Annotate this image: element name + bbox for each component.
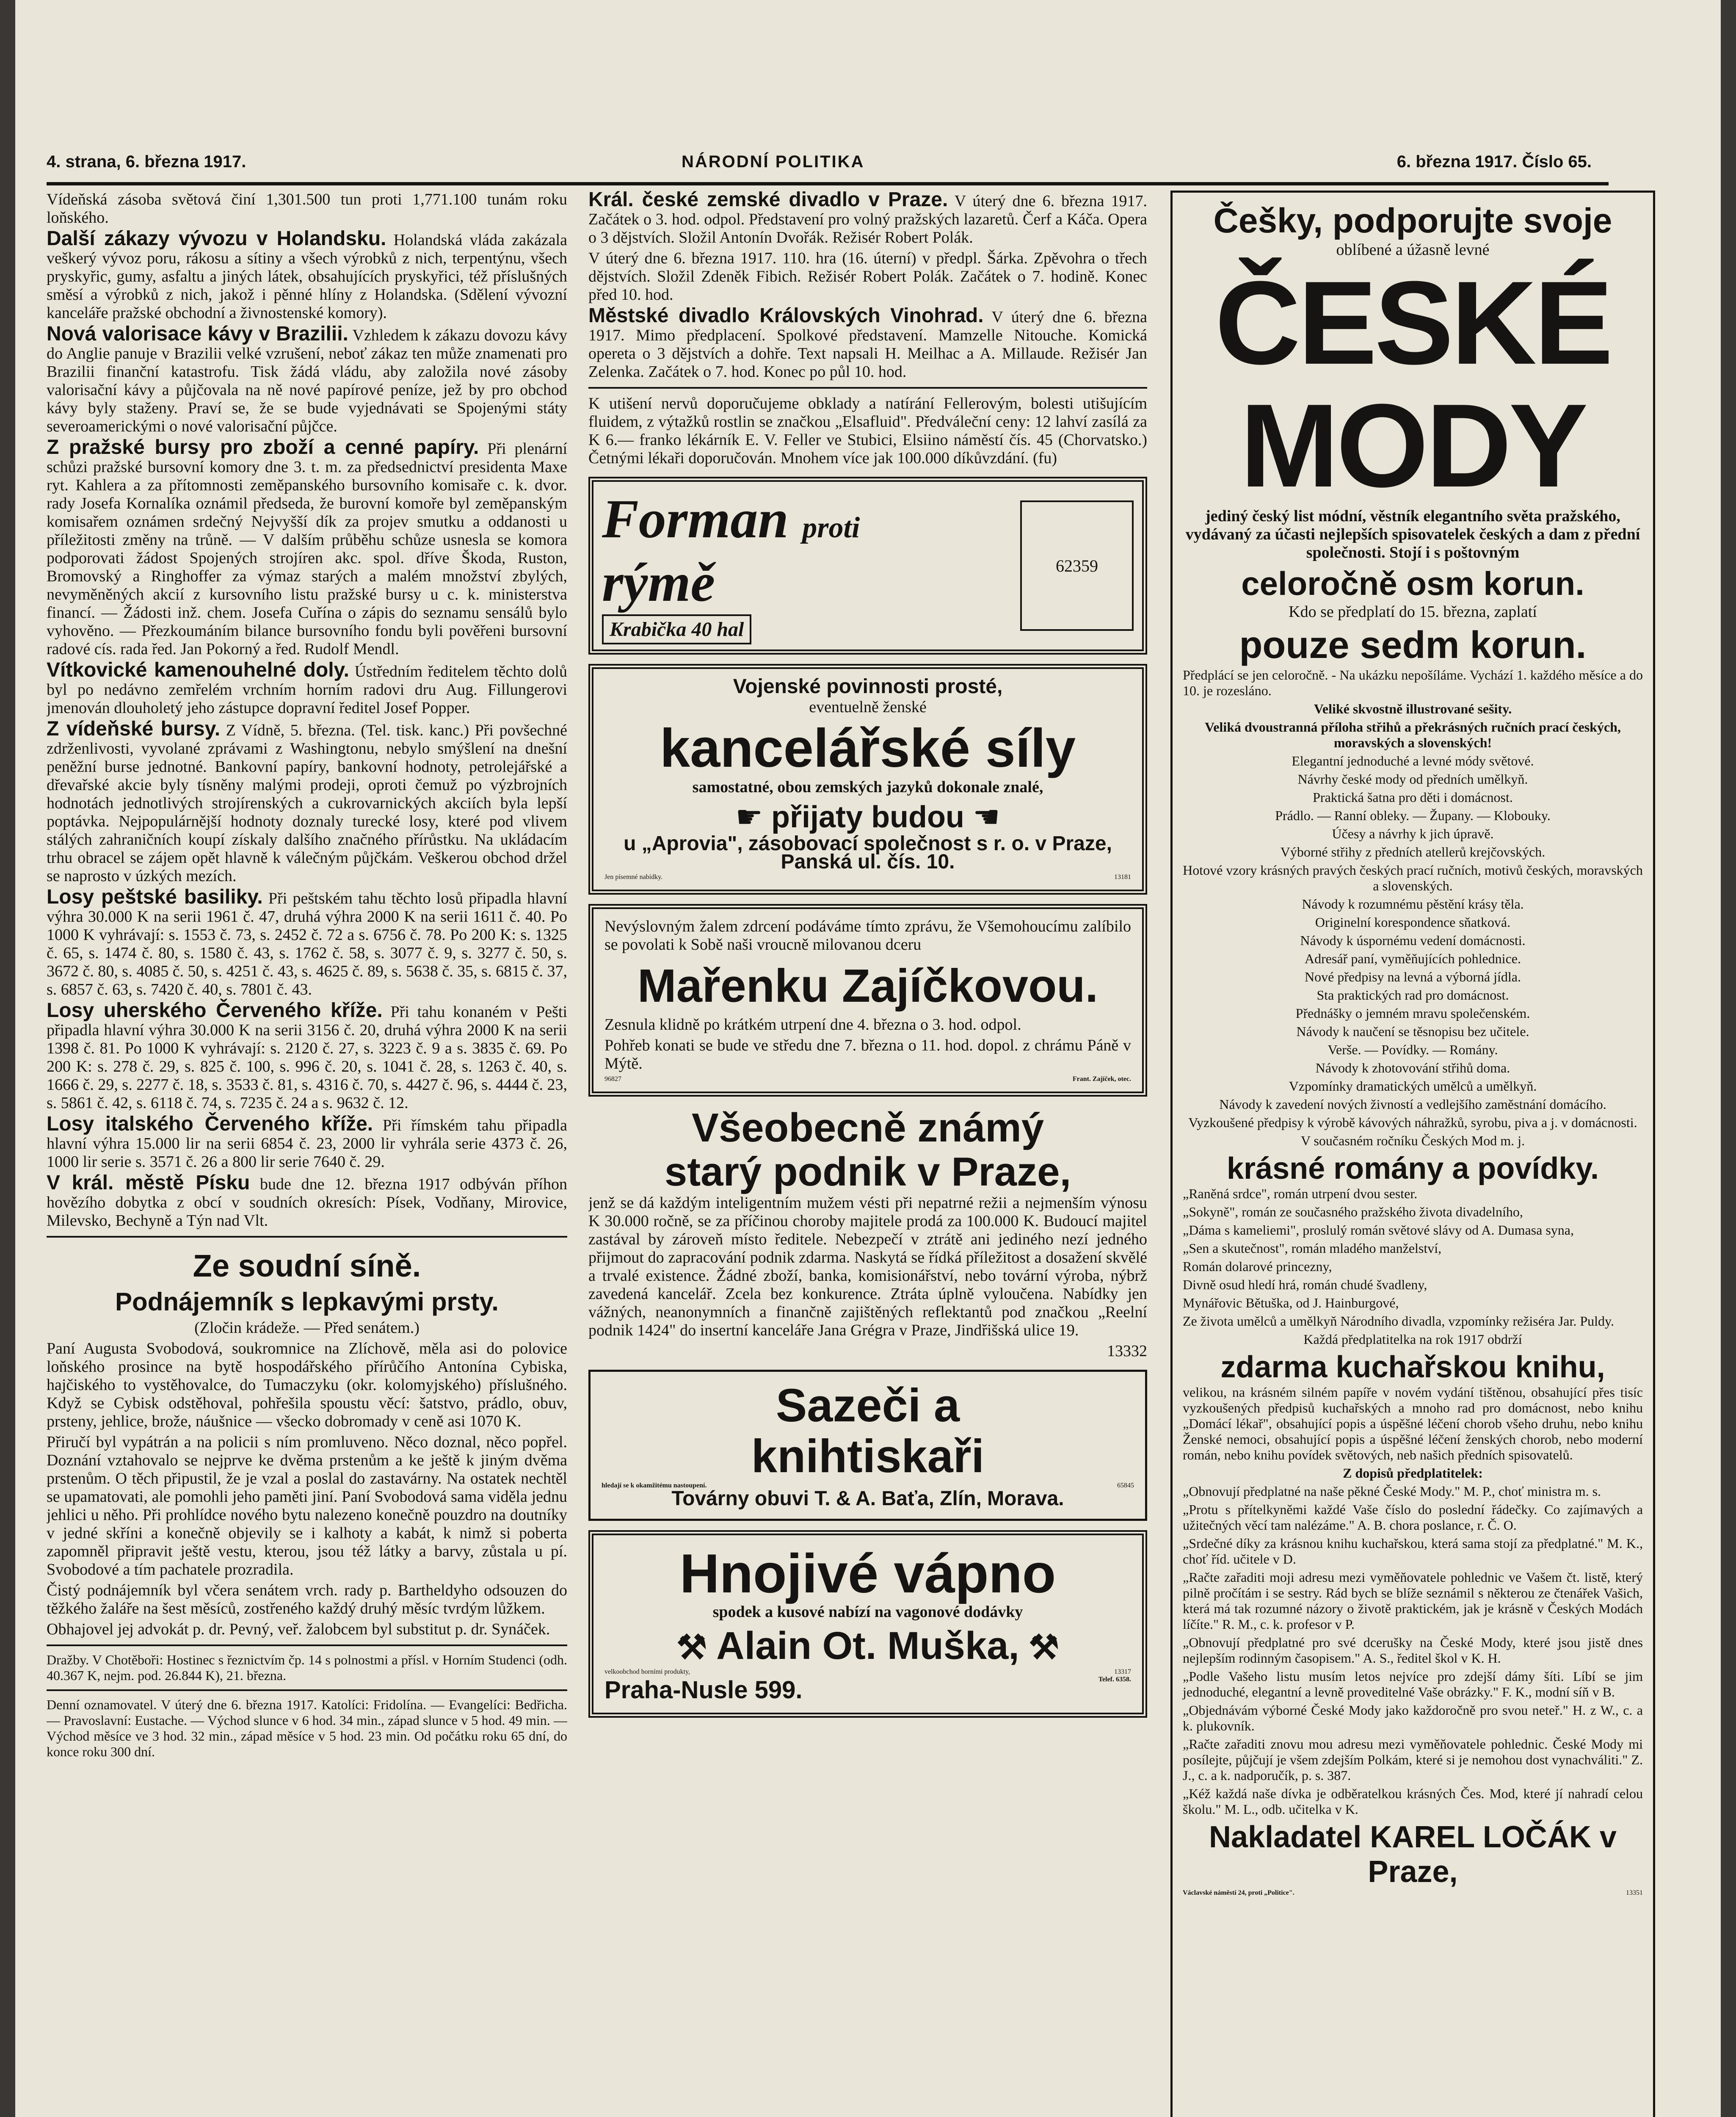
news-title: Nová valorisace kávy v Brazilii. [47,323,348,345]
court-article-subtitle: (Zločin krádeže. — Před senátem.) [194,1319,420,1337]
publisher: Nakladatel KAREL LOČÁK v Praze, [1209,1820,1617,1889]
court-paragraph: Čistý podnájemník byl včera senátem vrch. rady p. Bartheldyho odsouzen do těžkého žaláře na šest měsíců, zostřeného každý druhý měsíc tvrdým lůžkem. [47,1581,567,1617]
newspaper-page [47,152,1643,2117]
news-title: Další zákazy vývozu v Holandsku. [47,227,386,250]
news-title: Z vídeňské bursy. [47,718,221,740]
feature-item: Návrhy české mody od předních umělkyň. [1297,771,1528,787]
news-text: Ústředním ředitelem těchto dolů byl po nedávno zemřelém vrchním horním radovi dru Aug. Fillungerovi jmenován dlouholetý jeho zástupce dopravní ředitel Josef Popper. [47,663,567,717]
feature-item: Prádlo. — Ranní obleky. — Župany. — Klobouky. [1275,808,1551,823]
letter: „Objednávám výborné České Mody jako každoročně pro svou neteř." H. z W., c. a k. plukovník. [1183,1702,1643,1733]
header-rule [47,182,1609,185]
header-right: 6. března 1917. Číslo 65. [1397,152,1592,171]
offer-line: Předplácí se jen celoročně. - Na ukázku nepošíláme. Vychází 1. každého měsíce a do 10. je rozesláno. [1183,667,1643,698]
publisher-code: 13351 [1626,1889,1643,1896]
price-note: Kdo se předplatí do 15. března, zaplatí [1289,603,1537,621]
letter: „Srdečné díky za krásnou knihu kuchařskou, která sama stojí za předplatné." M. K., choť říd. učitele v D. [1183,1536,1643,1567]
scan-edge-right [1721,0,1736,2117]
ad-top: Češky, podporujte svoje [1213,202,1612,240]
romany-item: Mynářovic Bětuška, od J. Hainburgové, [1183,1295,1399,1310]
news-text: Holandská vláda zakázala veškerý vývoz poru, rákosu a sítiny a všech výrobků z nich, terpentýnu, všech pryskyřic, gumy, asfaltu a jiných látek, obsahujících pryskyřici, též příslušných směsí a výrobků z nich, jakož i pěnné hlíny z Holandska. (Sdělení vývozní kanceláře pražské obchodní a živnostenské komory). [47,231,567,322]
business-ad [588,1106,1147,1360]
romany-item: „Dáma s kameliemi", proslulý román světové slávy od A. Dumasa syna, [1183,1222,1574,1238]
vojenske-top: Vojenské povinnosti prosté, [733,675,1003,698]
feature-item: Návody k zhotovování střihů doma. [1315,1060,1510,1075]
cook-title: zdarma kuchařskou knihu, [1220,1350,1605,1384]
feature-item: Výborné střihy z předních atellerů krejčovských. [1280,844,1546,860]
vojenske-code: 13181 [1114,873,1131,881]
sazeci-text: hledají se k okamžitému nastoupení. [602,1482,707,1489]
news-text: bude dne 12. března 1917 odbýván příhon hovězího dobytka z obcí v soudních okresích: Písek, Vodňany, Mirovice, Milevsko, Bechyně a Týn nad Vlt. [47,1175,567,1230]
news-title: V král. městě Písku [47,1172,250,1194]
pointing-hand-icon: ☛ [735,800,771,834]
intro-text: Vídeňská zásoba světová činí 1,301.500 tun proti 1,771.100 tunám roku loňského. [47,191,567,227]
vojenske-company: u „Aprovia", zásobovací společnost s r. o. v Praze, Panská ul. čís. 10. [624,832,1112,873]
news-title: Losy peštské basiliky. [47,886,263,908]
romany-item: „Raněná srdce", román utrpení dvou sester. [1183,1186,1418,1201]
nerve-ad: K utišení nervů doporučujeme obklady a natírání Fellerovým, bolesti utišujícím fluidem, z výtažků rostlin se značkou „Elsafluid". Předváleční ceny: 12 lahví zasílá za K 6.— franko lékárník E. V. Feller ve Stubici, Elsiino náměstí čís. 45 (Chorvatsko.) Četnými lékaři doporučován. Mnohem více jak 100.000 díkůvzdání. (fu) [588,395,1147,467]
crossed-hammers-icon: ⚒ [676,1628,717,1666]
section-divider [47,1644,567,1646]
news-item [47,661,567,717]
romany-item: Divně osud hledí hrá, román chudé švadleny, [1183,1277,1427,1292]
news-item [47,1174,567,1230]
offer-line: Veliké skvostně illustrované sešity. [1314,701,1512,716]
feature-item: Návody k zavedení nových živností a vedlejšího zaměstnání domácího. [1219,1097,1606,1112]
obituary-text: Zesnula klidně po krátkém utrpení dne 4. března o 3. hod. odpol. [604,1016,1021,1034]
hnojive-code: 13317 [1114,1668,1131,1675]
forman-brand: Forman proti [602,488,860,550]
vojenske-desc: samostatné, obou zemských jazyků dokonale znalé, [692,778,1043,796]
letter: „Obnovují předplatné na naše pěkné České Mody." M. P., choť ministra m. s. [1183,1484,1601,1499]
business-title: Všeobecně známý [691,1105,1044,1150]
letter: „Obnovují předplatné pro své dcerušky na České Mody, které jsou jistě dnes nejlepším rodinným časopisem." A. S., ředitel škol v K. H. [1183,1635,1643,1666]
section-divider [47,1236,567,1238]
feature-item: Nové předpisy na levná a výborná jídla. [1305,969,1521,984]
theatre-text: V úterý dne 6. března 1917. Začátek o 3. hod. odpol. Představení pro volný pražských lazaretů. Čerf a Káča. Opera o 3 dějstvích. Složil Antonín Dvořák. Režisér Robert Polák. [588,192,1147,246]
ceske-mody-ad [1170,191,1655,2117]
obituary-signature: Frant. Zajíček, otec. [1072,1075,1131,1083]
feature-item: Adresář paní, vyměňujících pohlednice. [1305,951,1521,966]
news-title: Vítkovické kamenouhelné doly. [47,659,350,681]
publisher-address: Václavské náměstí 24, proti „Politice". [1183,1889,1294,1896]
news-title: Z pražské bursy pro zboží a cenné papíry. [47,436,479,459]
news-item [47,1001,567,1112]
letter: „Račte zařaditi znovu mou adresu mezi vyměňovatele pohlednic. České Mody mi posílejte, půjčují je všem zdejším Polkám, které si je nemohou dost vynachváliti." Z. J., c. a k. nadporučík, p. s. 387. [1183,1736,1643,1783]
romany-item: Román dolarové princezny, [1183,1259,1332,1274]
court-article-title: Podnájemník s lepkavými prsty. [115,1288,499,1316]
court-section-heading: Ze soudní síně. [193,1248,421,1283]
hnojive-text: spodek a kusové nabízí na vagonové dodávky [712,1603,1023,1621]
page-header [47,152,1609,178]
header-left: 4. strana, 6. března 1917. [47,152,246,171]
hnojive-tel: Telef. 6358. [1098,1676,1131,1683]
hnojive-text2: velkoobchod horními produkty, [604,1668,690,1675]
hnojive-ad [588,1530,1147,1718]
cook-text: velikou, na krásném silném papíře v novém vydání tištěnou, obsahující přes tisíc vyzkoušených předpisů kuchařských a mnoho rad pro domácnost, nebo knihu „Domácí lékař", obsahující popis a úspěšné léčení chorob všeho druhu, nebo knihu Ženské nemoci, obsahující popis a úspěšné léčení ženských chorob, nebo moderní román, nebo knihu povídek světových, neb našich předních spisovatelů. [1183,1385,1643,1462]
theatre-text: V úterý dne 6. března 1917. Mimo předplacení. Spolkové představení. Mamzelle Nitouche. Komická opereta o 3 dějstvích a dohře. Text napsali H. Meilhac a A. Millaude. Režisér Jan Zelenka. Začátek o 7. hod. Konec po půl 10. hod. [588,308,1147,381]
romany-item: „Sokyně", román ze současného pražského života divadelního, [1183,1204,1523,1219]
hnojive-company: ⚒ Alain Ot. Muška, ⚒ [676,1624,1059,1667]
forman-price: Krabička 40 hal [602,614,751,644]
feature-item: Sta praktických rad pro domácnost. [1316,987,1509,1003]
news-text: Při plenární schůzi pražské bursovní komory dne 3. t. m. za předsednictví presidenta Maxe ryt. Kahlera a za přítomnosti zeměpanského bursovního komisaře c. k. dvor. rady Josefa Kornalíka oznámil předseda, že burovní komoře byl zeměpanským komisařem oznámen srdečný Nejvyšší dík za projev smutku a oddanosti u příležitosti změny na trůně. — V dalším průběhu schůze usnesla se komora podporovati žádost Spojených strojíren akc. spol. dříve Škoda, Ruston, Bromovský a Ringhoffer za výmaz starých a malém množství zbylých, nevyměněných akcií z kursovního listu pražské bursy u c. k. ministerstva financí. — Žádosti inž. chem. Josefa Cuřína o zápis do seznamu sensálů bylo vyhověno. — Přezkoumáním bilance bursovního fondu byli pověřeni bursovní radové cís. rada řed. Jan Pokorný a řed. Rudolf Mendl. [47,440,567,658]
news-item [47,438,567,658]
feature-item: Vzpomínky dramatických umělců a umělkyň. [1289,1078,1537,1094]
vojenske-big: kancelářské síly [660,718,1076,779]
letter: „Podle Vašeho listu musím letos nejvíce pro zdejší dámy šíti. Líbí se jim jednoduché, elegantní a levně proveditelné Vaše obrázky." F. K., modní síň v B. [1183,1669,1643,1700]
news-item [47,720,567,885]
court-paragraph: Paní Augusta Svobodová, soukromnice na Zlíchově, měla asi do polovice loňského prosince na bytě hospodářského přírůčího Antonína Cybiska, hajčiského to vystěhovalce, do Tumaczyku (okr. kolomyjského) příslušného. Když se Cybisk odstěhoval, pohřešila spoustu věcí: šatstvo, prádlo, obuv, prsteny, jehlice, brože, náušnice — všecko dobromady v ceně asi 1070 K. [47,1340,567,1430]
feature-item: Hotové vzory krásných pravých českých prací ručních, motivů českých, moravských a slovenských. [1183,862,1643,893]
ad-mega-title: ČESKÉ MODY [1215,257,1611,512]
sazeci-title: knihtiskaři [751,1430,985,1482]
feature-item: Návody k rozumnému pěstění krásy těla. [1302,896,1524,912]
feature-item: Účesy a návrhy k jich úpravě. [1332,826,1494,841]
column-ads [588,191,1147,2117]
sazeci-company: Továrny obuvi T. & A. Baťa, Zlín, Morava. [671,1487,1064,1510]
feature-item: Návody k úspornému vedení domácnosti. [1300,933,1526,948]
letter: „Kéž každá naše dívka je odběratelkou krásných Čes. Mod, které jí nahradí celou školu." M. L., odb. učitelka v K. [1183,1786,1643,1817]
business-title: starý podnik v Praze, [664,1149,1071,1194]
column-news [47,191,567,2117]
sazeci-ad [588,1370,1147,1521]
news-item [47,1115,567,1171]
news-text: Při římském tahu připadla hlavní výhra 15.000 lir na serii 6854 č. 23, 2000 lir vyhrála serie 4373 č. 26, 1000 lir serie s. 3571 č. 26 a 800 lir serie 7640 č. 29. [47,1117,567,1171]
obituary-code: 96827 [604,1075,621,1083]
news-title: Losy italského Červeného kříže. [47,1113,373,1135]
letter: „Račte zařaditi moji adresu mezi vyměňovatele pohlednic ve Vašem čt. listě, který pilně pročítám i se sestry. Rád bych se blíže seznámil s některou ze čtenářek Vašich, která má tak rozumné názory o životě praktickém, jak je krásně v Českých Modách líčíte." R. M., c. k. profesor v P. [1183,1570,1643,1632]
section-divider [47,1689,567,1691]
feature-item: Verše. — Povídky. — Romány. [1328,1042,1498,1057]
obituary-name: Mařenku Zajíčkovou. [637,960,1098,1012]
section-divider [588,387,1147,389]
theatre-title: Král. české zemské divadlo v Praze. [588,191,948,211]
feature-item: Přednášky o jemném mravu společenském. [1295,1006,1530,1021]
news-title: Losy uherského Červeného kříže. [47,999,383,1022]
masthead: NÁRODNÍ POLITIKA [682,152,865,171]
obituary [588,904,1147,1097]
hnojive-address: Praha-Nusle 599. [604,1676,803,1704]
hnojive-title: Hnojivé vápno [679,1542,1056,1604]
news-text: Při peštském tahu těchto losů připadla hlavní výhra 30.000 K na serii 1961 č. 47, druhá výhra 2000 K na serii 1611 č. 40. Po 1000 K vyhrávají: s. 1553 č. 73, s. 2452 č. 72 a s. 6756 č. 78. Po 200 K: s. 1325 č. 65, s. 1474 č. 80, s. 1580 č. 43, s. 1762 č. 58, s. 3077 č. 9, s. 3277 č. 50, s. 3672 č. 80, s. 4085 č. 50, s. 4251 č. 43, s. 4625 č. 89, s. 5638 č. 35, s. 6815 č. 37, s. 6857 č. 63, s. 7420 č. 40, s. 7801 č. 43. [47,890,567,998]
feature-item: Vyzkoušené předpisy k výrobě kávových náhražků, syrobu, piva a j. v domácnosti. [1188,1115,1637,1130]
obituary-text: Pohřeb konati se bude ve středu dne 7. března o 11. hod. dopol. z chrámu Páně v Mýtě. [604,1036,1131,1072]
pointing-hand-icon: ☚ [964,800,1000,834]
news-text: Z Vídně, 5. března. (Tel. tisk. kanc.) Při povšechné zdrženlivosti, vyvolané zprávami z Washingtonu, nebylo smýšlení na dnešní peněžní burse jednotné. Bankovní papíry, bankovní hodnoty, petrolejářské a dřevařské akcie byly tísněny malými prodeji, oproti čemuž po výzbrojních hodnotách jednotlivých strojírenských a cukrovarnických akciích byla lepší poptávka. Nejpopulárnější hodnoty doznaly turecké losy, které pod vlivem stálých zahraničních koupí získaly dalšího značného přírůstku. Na ukládacím trhu obracel se zájem opět hlavně k válečným půjčkám. Veškerou obchod držel se naprosto v úzkých mezích. [47,721,567,885]
sazeci-code: 65845 [1117,1482,1134,1489]
vojenske-sub: eventuelně ženské [809,698,927,716]
news-item [47,888,567,999]
vojenske-accept: ☛ přijaty budou ☚ [735,800,1000,834]
forman-ad [588,477,1147,655]
daily-calendar: Denní oznamovatel. V úterý dne 6. března 1917. Katolíci: Fridolína. — Evangelíci: Bedřicha. — Pravoslavní: Eustache. — Východ slunce v 6 hod. 34 min., západ slunce v 5 hod. 49 min. — Východ měsíce ve 3 hod. 32 min., západ měsíce v 5 hod. 23 min. Od počátku roku 65 dní, do konce roku 300 dní. [47,1697,567,1759]
auction-notice: Dražby. V Chotěboři: Hostinec s řeznictvím čp. 14 s polnostmi a přísl. v Horním Studenci (odh. 40.367 K, nejm. pod. 26.844 K), 21. března. [47,1652,567,1683]
romany-item: „Sen a skutečnost", román mladého manželství, [1183,1241,1442,1256]
letter: „Protu s přítelkyněmi každé Vaše číslo do poslední řádečky. Co zajímavých a užitečných věcí tam nalézáme." A. B. chora poslance, r. Č. O. [1183,1502,1643,1533]
romany-item: Ze života umělců a umělkyň Národního divadla, vzpomínky režiséra Jar. Puldy. [1183,1313,1614,1329]
crossed-hammers-icon: ⚒ [1019,1628,1059,1666]
theatre-text: V úterý dne 6. března 1917. 110. hra (16. úterní) v předpl. Šárka. Zpěvohra o třech dějstvích. Složil Zdeněk Fibich. Režisér Robert Polák. Začátek o 7. hodině. Konec před 10. hod. [588,249,1147,304]
news-item [47,229,567,322]
feature-item: Praktická šatna pro děti i domácnost. [1313,790,1513,805]
offer-line: Veliká dvoustranná příloha střihů a překrásných ručních prací českých, moravských a slovenských! [1205,719,1621,750]
news-text: Při tahu konaném v Pešti připadla hlavní výhra 30.000 K na serii 3156 č. 20, druhá výhra 2000 K na serii 1398 č. 81. Po 1000 K vyhrávají: s. 2120 č. 27, s. 3223 č. 9 a s. 3835 č. 69. Po 200 K: s. 278 č. 29, s. 825 č. 100, s. 996 č. 20, s. 1041 č. 28, s. 1263 č. 40, s. 1666 č. 29, s. 2277 č. 18, s. 3533 č. 81, s. 4316 č. 70, s. 4427 č. 96, s. 4444 č. 23, s. 5861 č. 42, s. 6118 č. 74, s. 7235 č. 24 a s. 9632 č. 12. [47,1003,567,1112]
theatre-title: Městské divadlo Královských Vinohrad. [588,304,984,327]
obituary-text: Nevýslovným žalem zdrcení podáváme tímto zprávu, že Všemohoucímu zalíbilo se povolati k Sobě naši vroucně milovanou dceru [604,918,1131,953]
forman-product-icon: 62359 [1020,500,1134,631]
ad-desc: jediný český list módní, věstník elegantního světa pražského, vydávaný za účasti nejlepších spisovatelek českých a dam z přední společnosti. Stojí i s poštovným [1185,507,1640,561]
price-discount: pouze sedm korun. [1239,624,1587,666]
feature-item: Návody k naučení se těsnopisu bez učitele. [1296,1024,1529,1039]
business-code: 13332 [1107,1342,1147,1360]
feature-item: Originelní korespondence sňatková. [1315,915,1511,930]
forman-tagline: rýmě [602,552,715,613]
court-paragraph: Přiručí byl vypátrán a na policii s ním promluveno. Něco doznal, něco popřel. Doznání vztahovalo se nejprve ke dvěma prstenům a ke ještě k jiným dvěma prstenům. O těch připustil, že je vzal a poslal do zastavárny. Na ostatek nechtěl se upamatovati, ale pomohli jeho paměti jiní. Paní Svobodová sama viděla jednu jehlici u něho. Při prohlídce nového bytu nalezeno konečně pouzdro na doutníky v jedné skříni a konečně objevily se i kalhoty a kabát, k nimž si poberta zapomněl připravit ještě vestu, kterou, jsou též látky a barvy, zůstala u pí. Svobodové a tím pachatele prozradila. [47,1433,567,1578]
scan-edge-left [0,0,15,2117]
business-text: jenž se dá každým inteligentním mužem vésti při nepatrné režii a nejmenším výnosu K 30.000 ročně, se za příčinou choroby majitele prodá za 100.000 K. Budoucí majitel zastával by zároveň místo ředitele. Nebezpečí v ztrátě ani jediného nezí jedného přijmout do zapracování podnik zdarma. Naskytá se řídká příležitost a dosažení skvělé a trvalé existence. Žádné zboží, banka, komisionářství, nebo tovární výroba, nýbrž zavedená kancelář. Zcela bez konkurence. Ztráta úplně vyloučena. Nabídky jen vážných, neanonymních a finančně zajištěných reflektantů pod značkou „Reelní podnik 1424" do insertní kanceláře Jana Grégra v Praze, Jindřišská ulice 19. [588,1194,1147,1339]
news-text: Vzhledem k zákazu dovozu kávy do Anglie panuje v Brazilii velké vzrušení, neboť zákaz ten může znamenati pro Brazilii finanční katastrofu. Tisk žádá vládu, aby založila nové zásoby valorisační kávy a půjčovala na ně nové papírové peníze, jež by pro obchod kávy byly staženy. Praví se, že se bude vyjednávati se Spojenými státy severoamerickými o nové valorisační půjčce. [47,326,567,435]
vojenske-ad [588,664,1147,895]
court-paragraph: Obhajovel jej advokát p. dr. Pevný, veř. žalobcem byl substitut p. dr. Synáček. [47,1620,550,1638]
news-item [47,325,567,436]
sazeci-title: Sazeči a [776,1379,960,1432]
ad-sub: oblíbené a úžasně levné [1336,241,1490,259]
cook-pre: Každá předplatitelka na rok 1917 obdrží [1303,1332,1522,1347]
romany-pre: V současném ročníku Českých Mod m. j. [1300,1133,1525,1148]
feature-item: Elegantní jednoduché a levné módy světové. [1292,753,1534,768]
letters-head: Z dopisů předplatitelek: [1343,1465,1483,1481]
price-yearly: celoročně osm korun. [1241,565,1584,602]
romany-title: krásné romány a povídky. [1226,1152,1599,1186]
vojenske-foot: Jen písemné nabídky. [604,873,663,881]
